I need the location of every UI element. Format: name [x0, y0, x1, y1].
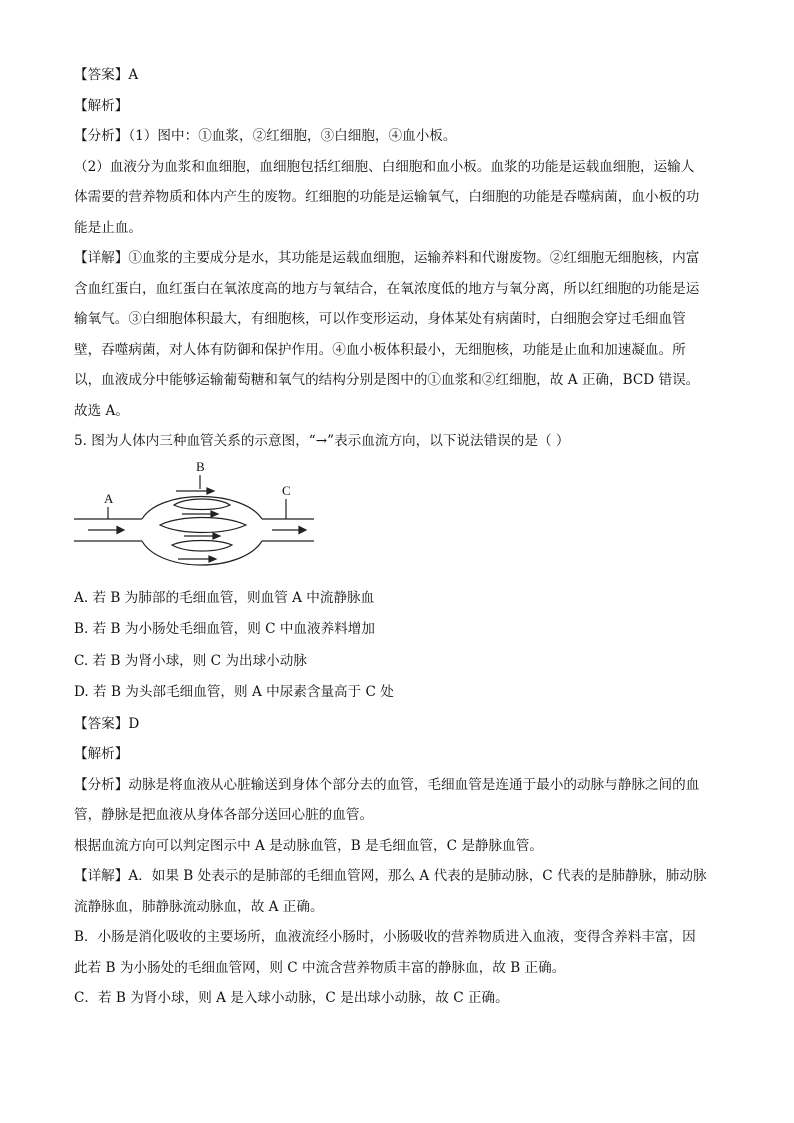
capillary-loop-3 [172, 540, 232, 551]
answer-value: D [128, 715, 140, 732]
q4-fenxi-line-3 [74, 182, 724, 213]
paragraph-text: B．小肠是消化吸收的主要场所，血液流经小肠时，小肠吸收的营养物质进入血液，变得含养料丰富，因 [74, 929, 696, 945]
blood-vessel-diagram [74, 461, 334, 581]
q5-detail-line-2 [74, 892, 724, 923]
flow-arrowhead-a [117, 526, 124, 533]
paragraph-text: 根据血流方向可以判定图示中 A 是动脉血管，B 是毛细血管，C 是静脉血管。 [74, 837, 543, 854]
paragraph-text: 此若 B 为小肠处的毛细血管网，则 C 中流含营养物质丰富的静脉血，故 B 正确。 [74, 959, 566, 976]
paragraph-text: 壁，吞噬病菌，对人体有防御和保护作用。④血小板体积最小，无细胞核，功能是止血和加速凝血。所 [74, 341, 686, 358]
capillary-outer-upper [142, 496, 262, 519]
analysis-tag: 【解析】 [74, 746, 129, 762]
q4-analysis-heading [74, 91, 724, 122]
q5-option-c [74, 646, 724, 678]
flow-arrowhead-b1 [207, 488, 214, 494]
paragraph-text: 动脉是将血液从心脏输送到身体个部分去的血管，毛细血管是连通于最小的动脉与静脉之间的血 [128, 776, 700, 793]
paragraph-text: 流静脉血，肺静脉流动脉血，故 A 正确。 [74, 898, 324, 915]
flow-arrowhead-b3 [213, 533, 220, 539]
paragraph-text: 体需要的营养物质和体内产生的废物。红细胞的功能是运输氧气，白细胞的功能是吞噬病菌，血小板的功 [74, 189, 700, 205]
paragraph-text: 以，血液成分中能够运输葡萄糖和氧气的结构分别是图中的①血浆和②红细胞，故 A 正确，BCD 错误。 [74, 372, 700, 388]
fenxi-tag: 【分析】 [74, 128, 129, 144]
answer-tag: 【答案】 [74, 67, 129, 83]
fenxi-tag: 【分析】 [74, 776, 129, 793]
q4-detail-line-1 [74, 243, 724, 274]
question-text: 5. 图为人体内三种血管关系的示意图，“→”表示血流方向，以下说法错误的是（ ） [74, 433, 570, 449]
q5-fenxi-line-1 [74, 770, 724, 801]
detail-tag: 【详解】 [74, 868, 129, 884]
q4-fenxi-line-4 [74, 213, 724, 244]
capillary-loop-2 [160, 517, 246, 532]
q4-detail-line-6 [74, 396, 724, 427]
flow-arrowhead-c [299, 526, 306, 533]
paragraph-text: C．若 B 为肾小球，则 A 是入球小动脉，C 是出球小动脉，故 C 正确。 [74, 990, 509, 1006]
q4-detail-line-4 [74, 335, 724, 366]
capillary-outer-lower [142, 541, 262, 565]
option-text: C. 若 B 为肾小球，则 C 为出球小动脉 [74, 652, 307, 669]
q4-detail-line-5 [74, 365, 724, 396]
paragraph-text: A．如果 B 处表示的是肺部的毛细血管网，那么 A 代表的是肺动脉，C 代表的是肺静脉，肺动脉 [128, 868, 707, 884]
paragraph-text: （2）血液分为血浆和血细胞，血细胞包括红细胞、白细胞和血小板。血浆的功能是运载血细胞，运输人 [74, 158, 695, 175]
q5-detail-line-3 [74, 922, 724, 953]
flow-arrowhead-b4 [209, 556, 216, 562]
document-page [74, 60, 724, 1014]
paragraph-text: 故选 A。 [74, 402, 129, 419]
q5-option-a [74, 583, 724, 615]
option-text: D. 若 B 为头部毛细血管，则 A 中尿素含量高于 C 处 [74, 684, 394, 700]
flow-arrowhead-b2 [211, 511, 218, 517]
q5-answer-line [74, 709, 724, 740]
label-a: A [104, 490, 114, 506]
q4-answer-line [74, 60, 724, 91]
paragraph-text: 含血红蛋白，血红蛋白在氧浓度高的地方与氧结合，在氧浓度低的地方与氧分离，所以红细胞的功能是运 [74, 280, 700, 297]
q5-analysis-heading [74, 739, 724, 770]
label-b: B [196, 460, 205, 474]
vessel-diagram-svg [74, 461, 334, 581]
paragraph-text: 能是止血。 [74, 219, 142, 236]
q4-detail-line-3 [74, 304, 724, 335]
analysis-tag: 【解析】 [74, 97, 129, 114]
label-c: C [282, 482, 291, 498]
q5-fenxi-line-2 [74, 800, 724, 831]
q4-fenxi-line-2 [74, 152, 724, 183]
capillary-loop-1 [174, 499, 230, 510]
paragraph-text: ①血浆的主要成分是水，其功能是运载血细胞，运输养料和代谢废物。②红细胞无细胞核，内富 [128, 250, 700, 266]
paragraph-text: 管，静脉是把血液从身体各部分送回心脏的血管。 [74, 807, 374, 823]
q4-detail-line-2 [74, 274, 724, 305]
q5-detail-line-1 [74, 861, 724, 892]
q5-option-b [74, 614, 724, 646]
q5-fenxi-line-3 [74, 831, 724, 862]
option-text: A. 若 B 为肺部的毛细血管，则血管 A 中流静脉血 [74, 589, 375, 606]
option-text: B. 若 B 为小肠处毛细血管，则 C 中血液养料增加 [74, 621, 375, 637]
q5-option-d [74, 677, 724, 709]
q5-question [74, 426, 724, 457]
paragraph-text: 输氧气。③白细胞体积最大，有细胞核，可以作变形运动，身体某处有病菌时，白细胞会穿过毛细血管 [74, 311, 686, 327]
q4-fenxi-line-1 [74, 121, 724, 152]
answer-tag: 【答案】 [74, 715, 129, 732]
detail-tag: 【详解】 [74, 250, 129, 266]
q5-detail-line-5 [74, 983, 724, 1014]
q5-detail-line-4 [74, 953, 724, 984]
answer-value: A [128, 67, 139, 83]
paragraph-text: （1）图中：①血浆，②红细胞，③白细胞，④血小板。 [128, 128, 457, 144]
